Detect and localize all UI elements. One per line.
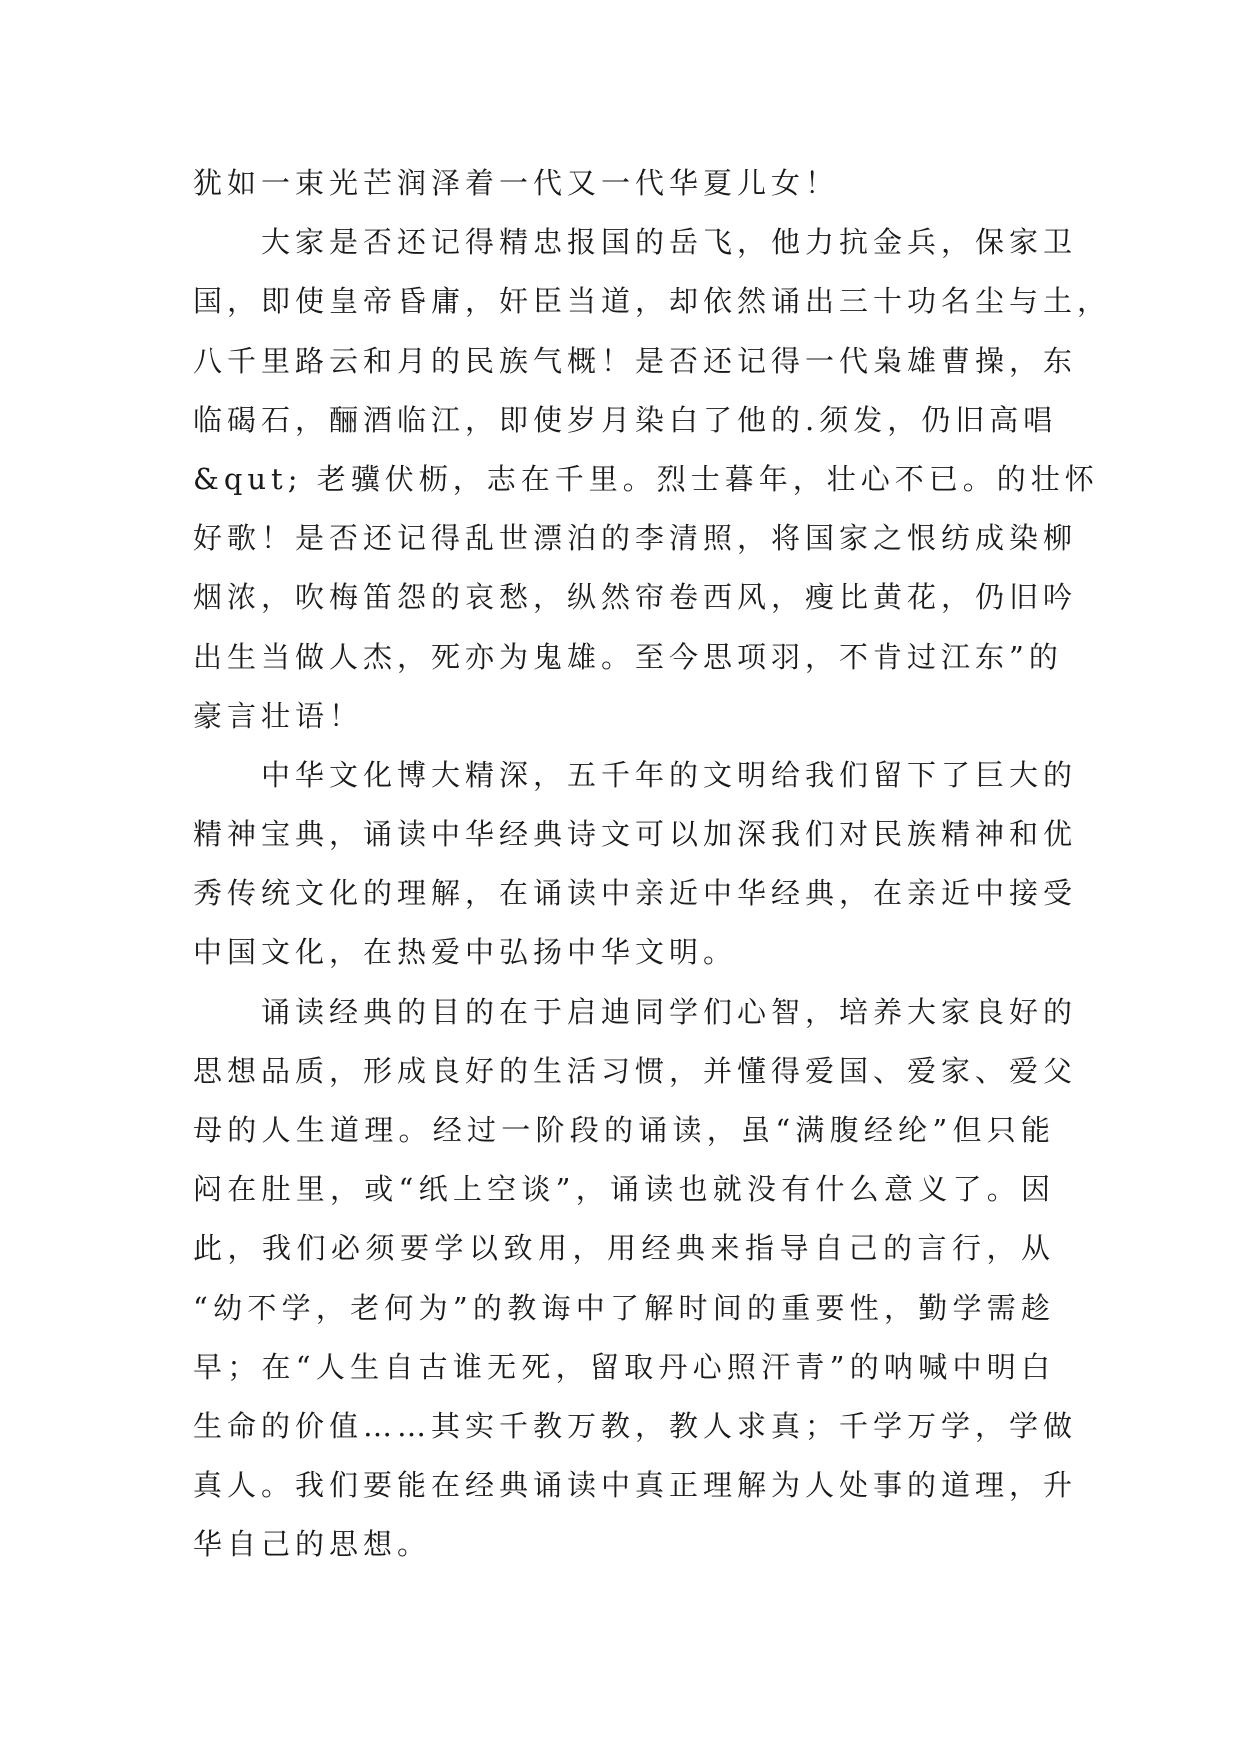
text-line: 华自己的思想。 (193, 1527, 432, 1562)
text-line: 大家是否还记得精忠报国的岳飞，他力抗金兵，保家卫 (261, 225, 1078, 260)
text-line: 出生当做人杰，死亦为鬼雄。至今思项羽，不肯过江东”的 (193, 639, 1063, 674)
text-line: 临碣石，酾酒临江，即使岁月染白了他的.须发，仍旧高唱 (193, 402, 1058, 437)
text-line: &qut; 老骥伏枥，志在千里。烈士暮年，壮心不已。的壮怀 (193, 461, 1099, 496)
text-line: 秀传统文化的理解，在诵读中亲近中华经典，在亲近中接受 (193, 876, 1078, 911)
text-line: 烟浓，吹梅笛怨的哀愁，纵然帘卷西风，瘦比黄花，仍旧吟 (193, 580, 1078, 615)
text-line: 诵读经典的目的在于启迪同学们心智，培养大家良好的 (261, 994, 1078, 1029)
text-line: 精神宝典，诵读中华经典诗文可以加深我们对民族精神和优 (193, 817, 1078, 852)
text-line: 早；在“人生自古谁无死，留取丹心照汗青”的呐喊中明白 (193, 1349, 1055, 1384)
text-line: 中华文化博大精深，五千年的文明给我们留下了巨大的 (261, 757, 1078, 792)
text-line: 中国文化，在热爱中弘扬中华文明。 (193, 935, 738, 970)
text-line: 豪言壮语！ (193, 698, 364, 733)
text-line: 真人。我们要能在经典诵读中真正理解为人处事的道理，升 (193, 1468, 1078, 1503)
text-line: 国，即使皇帝昏庸，奸臣当道，却依然诵出三十功名尘与土， (193, 284, 1112, 319)
document-body (193, 154, 1112, 1575)
text-line: 思想品质，形成良好的生活习惯，并懂得爱国、爱家、爱父 (193, 1053, 1078, 1088)
text-line: 母的人生道理。经过一阶段的诵读，虽“满腹经纶”但只能 (193, 1113, 1055, 1147)
text-line: 好歌！是否还记得乱世漂泊的李清照，将国家之恨纺成染柳 (193, 521, 1078, 556)
text-line: 闷在肚里，或“纸上空谈”，诵读也就没有什么意义了。因 (193, 1172, 1055, 1207)
text-line: 此，我们必须要学以致用，用经典来指导自己的言行，从 (193, 1231, 1055, 1266)
text-line: 八千里路云和月的民族气概！是否还记得一代枭雄曹操，东 (193, 343, 1078, 378)
text-line: 犹如一束光芒润泽着一代又一代华夏儿女！ (193, 166, 840, 200)
text-line: “幼不学，老何为”的教诲中了解时间的重要性，勤学需趁 (193, 1290, 1055, 1325)
text-line: 生命的价值……其实千教万教，教人求真；千学万学，学做 (193, 1408, 1078, 1443)
